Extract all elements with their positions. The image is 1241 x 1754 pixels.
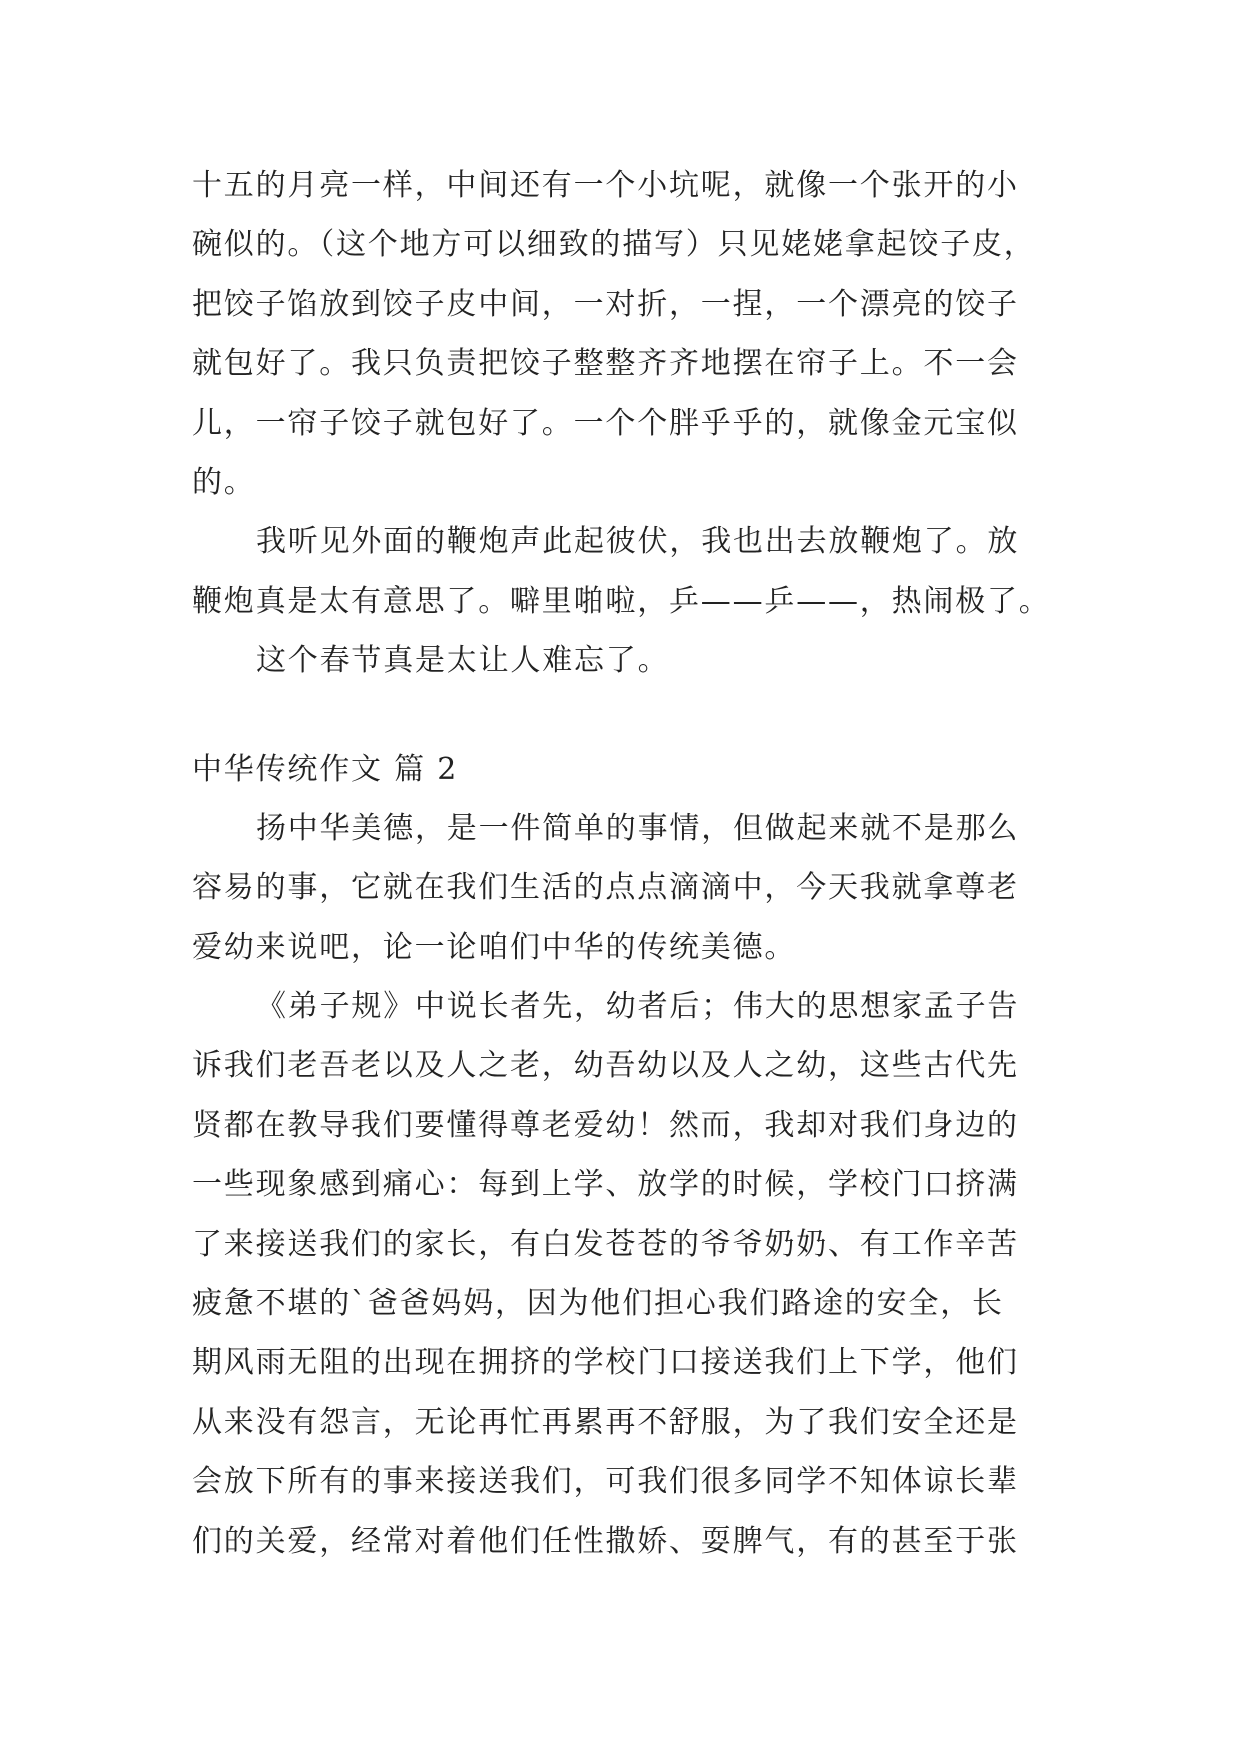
text-line: 爱幼来说吧，论一论咱们中华的传统美德。 xyxy=(192,929,797,965)
paragraph-firecrackers xyxy=(192,512,1052,631)
text-line: 扬中华美德，是一件简单的事情，但做起来就不是那么 xyxy=(256,810,1020,846)
text-line: 疲惫不堪的`爸爸妈妈，因为他们担心我们路途的安全，长 xyxy=(192,1286,1004,1322)
text-line: 们的关爱，经常对着他们任性撒娇、耍脾气，有的甚至于张 xyxy=(192,1523,1019,1559)
text-line: 我听见外面的鞭炮声此起彼伏，我也出去放鞭炮了。放 xyxy=(256,524,1020,560)
section-gap xyxy=(192,691,1052,740)
text-line: 把饺子馅放到饺子皮中间，一对折，一捏，一个漂亮的饺子 xyxy=(192,286,1019,322)
document-body xyxy=(192,156,1052,1571)
text-line: 这个春节真是太让人难忘了。 xyxy=(256,643,670,679)
text-line: 十五的月亮一样，中间还有一个小坑呢，就像一个张开的小 xyxy=(192,168,1019,203)
text-line: 碗似的。（这个地方可以细致的描写）只见姥姥拿起饺子皮， xyxy=(192,227,1036,263)
text-line: 儿，一帘子饺子就包好了。一个个胖乎乎的，就像金元宝似 xyxy=(192,405,1019,441)
text-line: 了来接送我们的家长，有白发苍苍的爷爷奶奶、有工作辛苦 xyxy=(192,1226,1019,1262)
text-line: 鞭炮真是太有意思了。噼里啪啦，乒——乒——，热闹极了。 xyxy=(192,583,1051,619)
text-line: 一些现象感到痛心：每到上学、放学的时候，学校门口挤满 xyxy=(192,1167,1019,1203)
paragraph-conclusion xyxy=(192,631,1052,690)
text-line: 会放下所有的事来接送我们，可我们很多同学不知体谅长辈 xyxy=(192,1464,1019,1500)
text-line: 期风雨无阻的出现在拥挤的学校门口接送我们上下学，他们 xyxy=(192,1345,1019,1381)
text-line: 从来没有怨言，无论再忙再累再不舒服，为了我们安全还是 xyxy=(192,1404,1019,1440)
text-line: 贤都在教导我们要懂得尊老爱幼！然而，我却对我们身边的 xyxy=(192,1107,1019,1143)
text-line: 《弟子规》中说长者先，幼者后；伟大的思想家孟子告 xyxy=(256,989,1020,1025)
section-title: 中华传统作文 篇 2 xyxy=(192,751,459,787)
paragraph-body xyxy=(192,977,1052,1571)
paragraph-continued xyxy=(192,156,1052,512)
text-line: 的。 xyxy=(192,464,256,500)
text-line: 容易的事，它就在我们生活的点点滴滴中，今天我就拿尊老 xyxy=(192,870,1019,906)
text-line: 就包好了。我只负责把饺子整整齐齐地摆在帘子上。不一会 xyxy=(192,346,1019,382)
paragraph-intro xyxy=(192,799,1052,977)
text-line: 诉我们老吾老以及人之老，幼吾幼以及人之幼，这些古代先 xyxy=(192,1048,1019,1084)
